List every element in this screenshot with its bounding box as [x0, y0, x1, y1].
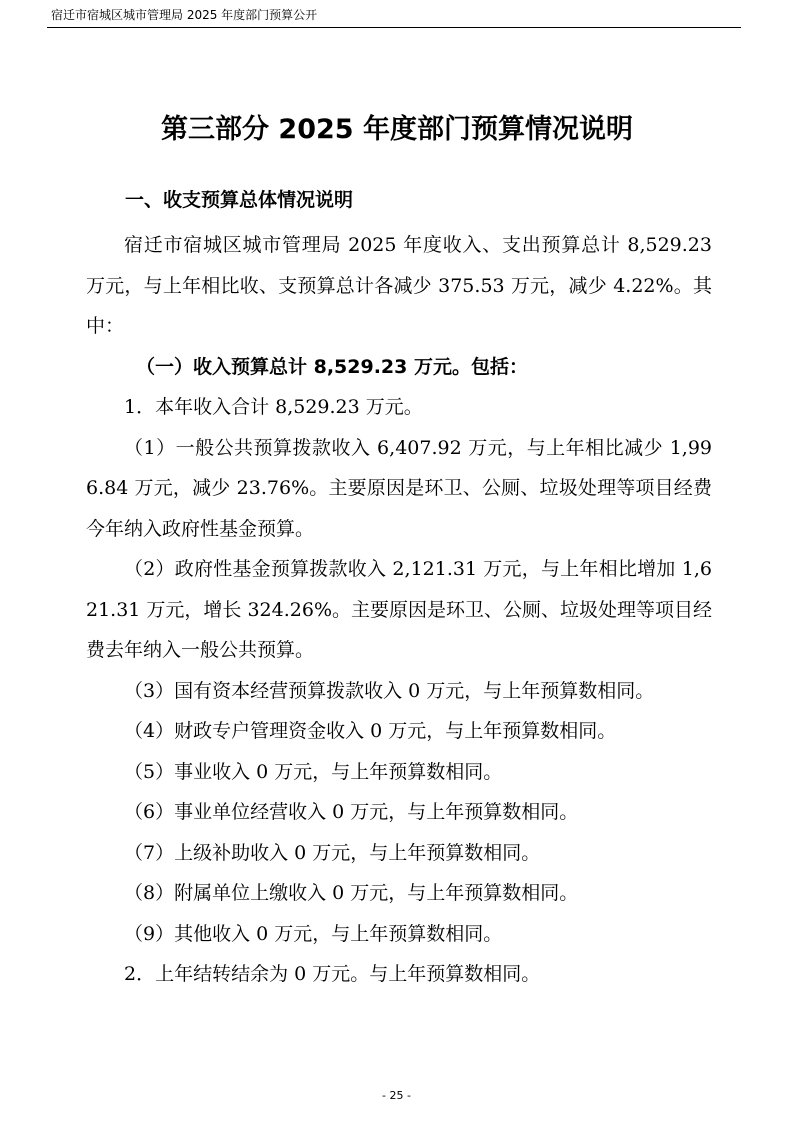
paragraph-current-year-income: 1．本年收入合计 8,529.23 万元。: [124, 396, 423, 418]
paragraph-state-capital: （3）国有资本经营预算拨款收入 0 万元，与上年预算数相同。: [124, 679, 655, 702]
paragraph-special-account: （4）财政专户管理资金收入 0 万元，与上年预算数相同。: [124, 720, 617, 742]
page-number: - 25 -: [382, 1089, 411, 1102]
section-heading: 一、收支预算总体情况说明: [125, 189, 354, 211]
paragraph-income-total: （一）收入预算总计 8,529.23 万元。包括：: [136, 355, 528, 378]
paragraph-higher-subsidy: （7）上级补助收入 0 万元，与上年预算数相同。: [124, 841, 541, 864]
running-header: 宿迁市宿城区城市管理局 2025 年度部门预算公开: [51, 8, 318, 22]
paragraph-operating-income: （6）事业单位经营收入 0 万元，与上年预算数相同。: [124, 801, 579, 823]
paragraph-summary: 宿迁市宿城区城市管理局 2025 年度收入、支出预算总计 8,529.23 万元，与上年相比收、支预算总计各减少 375.53 万元，减少 4.22%。其中：: [86, 234, 712, 337]
paragraph-government-fund: （2）政府性基金预算拨款收入 2,121.31 万元，与上年相比增加 1,621.31 万元，增长 324.26%。主要原因是环卫、公厕、垃圾处理等项目经费去年纳入一般公共预算。: [86, 558, 713, 661]
paragraph-business-income: （5）事业收入 0 万元，与上年预算数相同。: [124, 760, 503, 783]
header-rule: [47, 27, 741, 28]
paragraph-carryover: 2．上年结转结余为 0 万元。与上年预算数相同。: [124, 963, 541, 985]
page-title: 第三部分 2025 年度部门预算情况说明: [161, 114, 633, 145]
body-text: [86, 225, 712, 995]
paragraph-general-public-budget: （1）一般公共预算拨款收入 6,407.92 万元，与上年相比减少 1,996.84 万元，减少 23.76%。主要原因是环卫、公厕、垃圾处理等项目经费今年纳入政府性基金预算。: [86, 436, 712, 540]
paragraph-subordinate-remittance: （8）附属单位上缴收入 0 万元，与上年预算数相同。: [124, 882, 579, 904]
paragraph-other-income: （9）其他收入 0 万元，与上年预算数相同。: [124, 922, 503, 945]
